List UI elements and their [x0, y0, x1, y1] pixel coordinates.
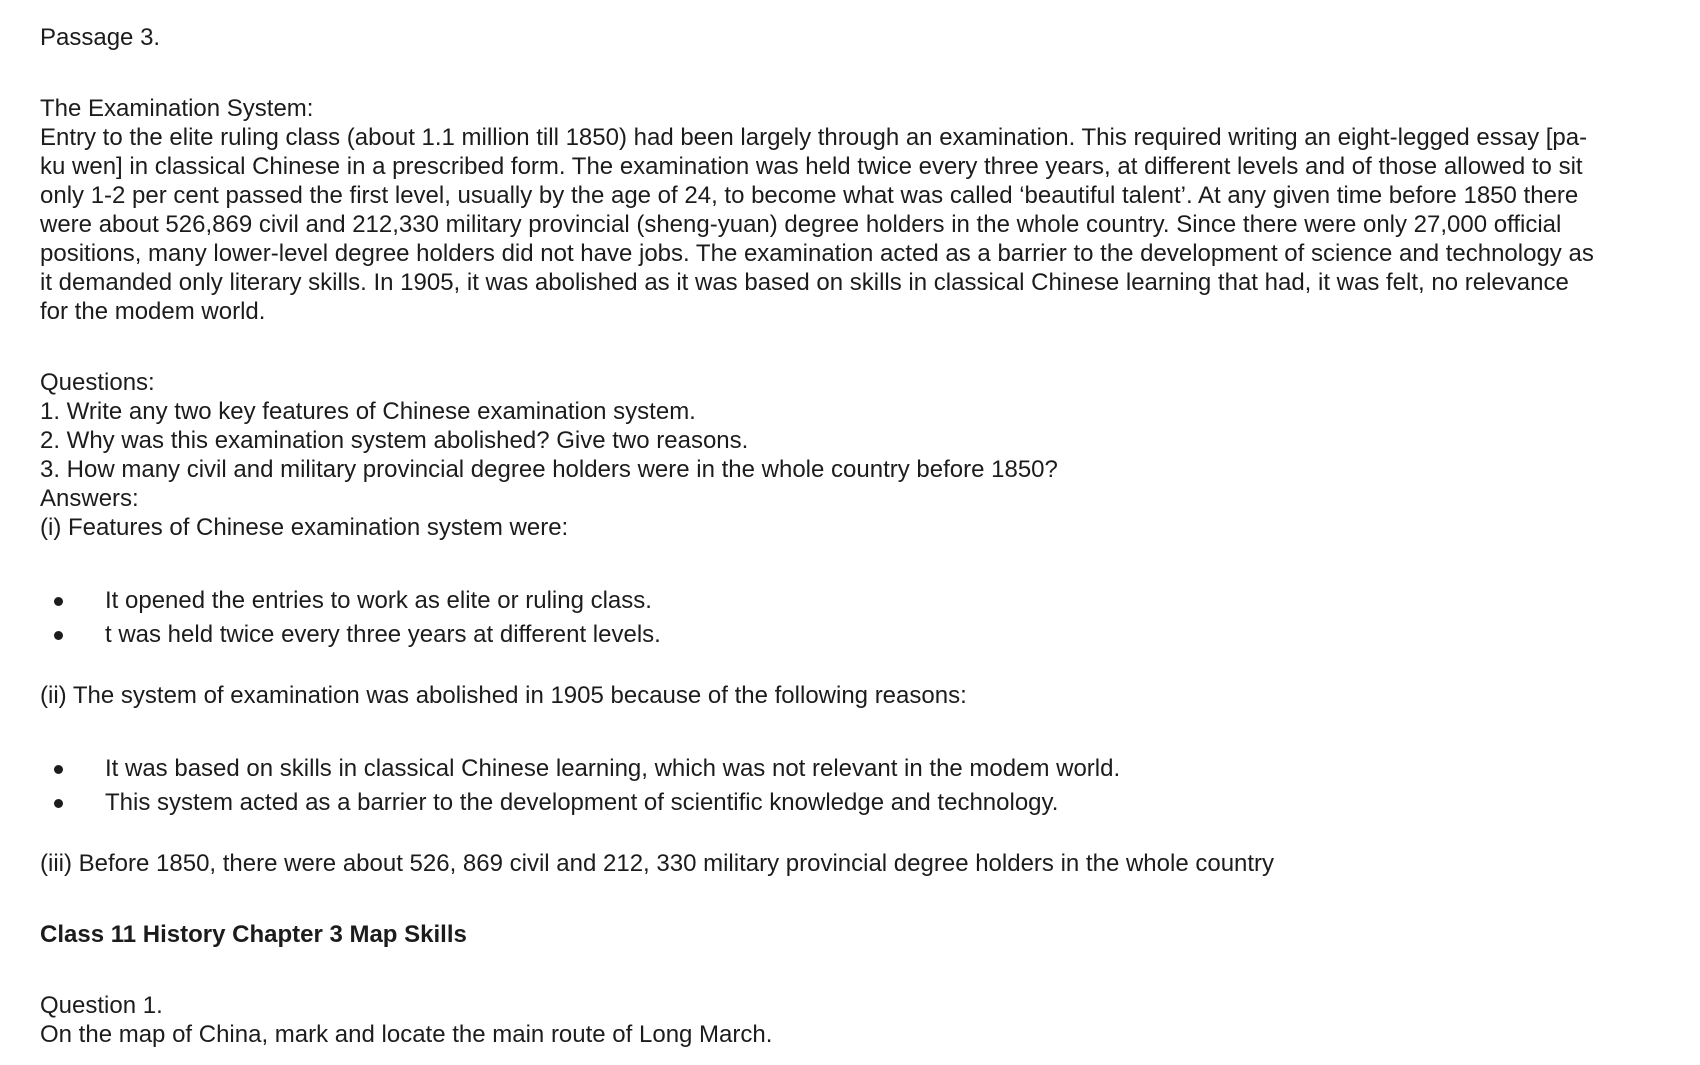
- bullet-icon: [54, 631, 63, 640]
- map-question-label: Question 1.: [40, 992, 163, 1019]
- passage-line: only 1-2 per cent passed the first level, usually by the age of 24, to become what was called ‘beautiful talent’. At any given time before 1850 there: [40, 182, 1579, 209]
- spacer: [40, 652, 1664, 681]
- map-skills-heading: Class 11 History Chapter 3 Map Skills: [40, 921, 467, 948]
- spacer: [40, 326, 1664, 368]
- passage-line: positions, many lower-level degree holders did not have jobs. The examination acted as a barrier to the development of science and technology as: [40, 240, 1594, 267]
- answer2-bullet-list: [40, 752, 1664, 820]
- bullet-icon: [54, 765, 63, 774]
- list-item-text: This system acted as a barrier to the development of scientific knowledge and technology.: [105, 789, 1059, 816]
- spacer: [40, 820, 1664, 849]
- list-item-text: t was held twice every three years at different levels.: [105, 621, 661, 648]
- question-item: 3. How many civil and military provincial degree holders were in the whole country before 1850?: [40, 456, 1058, 483]
- passage-label: Passage 3.: [40, 24, 161, 51]
- answer2-intro: (ii) The system of examination was abolished in 1905 because of the following reasons:: [40, 682, 967, 709]
- questions-label: Questions:: [40, 369, 155, 396]
- spacer: [40, 949, 1664, 991]
- list-item-text: It opened the entries to work as elite or ruling class.: [105, 587, 652, 614]
- bullet-icon: [54, 597, 63, 606]
- list-item: [40, 752, 1664, 786]
- bullet-icon: [54, 799, 63, 808]
- map-question-text: On the map of China, mark and locate the main route of Long March.: [40, 1021, 773, 1048]
- question-item: 1. Write any two key features of Chinese examination system.: [40, 398, 696, 425]
- passage-paragraph: [40, 123, 1664, 326]
- list-item: [40, 786, 1664, 820]
- passage-line: Entry to the elite ruling class (about 1.1 million till 1850) had been largely through an examination. This required writing an eight-legged essay [pa-: [40, 124, 1588, 151]
- spacer: [40, 52, 1664, 94]
- list-item: [40, 618, 1664, 652]
- list-item-text: It was based on skills in classical Chinese learning, which was not relevant in the modem world.: [105, 755, 1121, 782]
- passage-line: for the modem world.: [40, 298, 266, 325]
- spacer: [40, 542, 1664, 584]
- passage-line: it demanded only literary skills. In 1905, it was abolished as it was based on skills in classical Chinese learning that had, it was felt, no relevance: [40, 269, 1569, 296]
- passage-line: were about 526,869 civil and 212,330 military provincial (sheng-yuan) degree holders in the whole country. Since there were only 27,000 official: [40, 211, 1562, 238]
- spacer: [40, 878, 1664, 920]
- answer1-bullet-list: [40, 584, 1664, 652]
- list-item: [40, 584, 1664, 618]
- spacer: [40, 710, 1664, 752]
- section-title: The Examination System:: [40, 95, 314, 122]
- answer3-text: (iii) Before 1850, there were about 526, 869 civil and 212, 330 military provincial degree holders in the whole country: [40, 850, 1275, 877]
- answer1-intro: (i) Features of Chinese examination system were:: [40, 514, 569, 541]
- passage-line: ku wen] in classical Chinese in a prescribed form. The examination was held twice every three years, at different levels and of those allowed to sit: [40, 153, 1583, 180]
- answers-label: Answers:: [40, 485, 139, 512]
- question-item: 2. Why was this examination system abolished? Give two reasons.: [40, 427, 749, 454]
